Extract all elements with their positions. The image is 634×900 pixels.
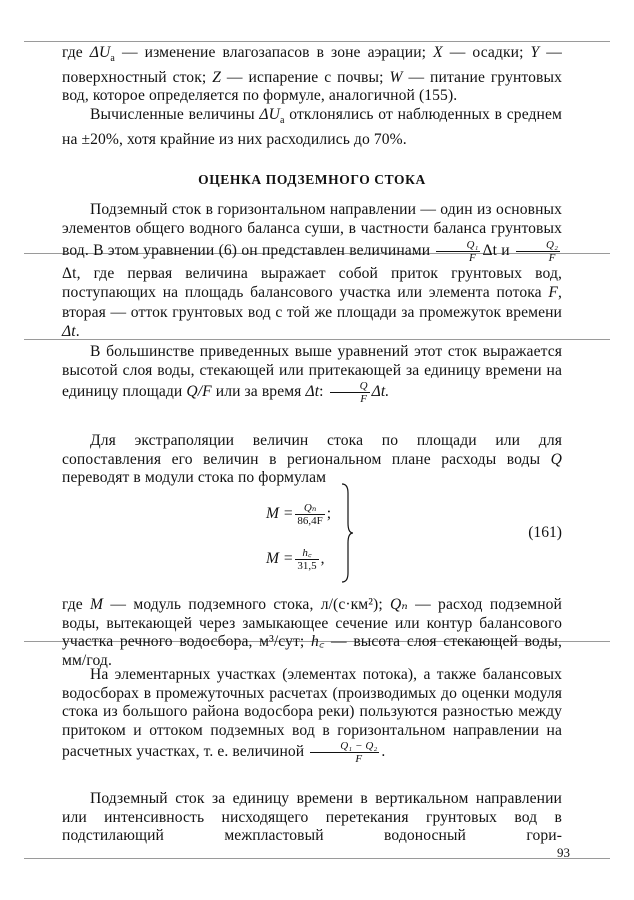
page-number: 93 (557, 845, 570, 860)
fraction-q2-f: $\frac{\text{Q₂}}{F}$ (516, 239, 560, 264)
scan-rule (24, 858, 610, 859)
fraction-q-f: $\frac{Q}{F}$ (330, 380, 370, 405)
paragraph-layer-height: В большинстве приведенных выше уравнений этот сток выражается высотой слоя воды, стекающей или притекающей за единицу времени на единицу площади Q/F или за время Δt: $\frac{Q}{F}$ Δt. (62, 343, 562, 406)
curly-brace-icon (340, 483, 354, 583)
paragraph-formula-definitions: где M — модуль подземного стока, л/(с·км²); Qₙ — расход подземной воды, вытекающей через замыкающее сечение или контур балансового участка речного водосбора, м³/сут; h꜀ — высота слоя стекающей воды, мм/год. (62, 596, 562, 669)
paragraph-elementary-areas: На элементарных участках (элементах потока), а также балансовых водосборах в промежуточных расчетах (производимых до оценки модуля стока из большого района водосбора реки) пользуются разностью между притоком и оттоком подземных вод в горизонтальном направлении на расчетных участках, т. е. величиной $\frac{\text{Q₁ − Q₂}}{F}$ . (62, 666, 562, 766)
paragraph-vertical-flow: Подземный сток за единицу времени в вертикальном направлении или интенсивность нисходящего перетекания грунтовых вод в подстилающий межпластовый водоносный гори- (62, 790, 562, 845)
formula-line-1: M = $\frac{\text{Qₙ}}{86,4F}$ ; (266, 502, 332, 527)
paragraph-extrapolation: Для экстраполяции величин стока по площади или для сопоставления его величин в региональном плане расходы воды Q переводят в модули стока по формулам (62, 432, 562, 487)
fraction-hc-31: $\frac{h꜀}{31,5}$ (297, 547, 317, 572)
fraction-q1-minus-q2-f: $\frac{\text{Q₁ − Q₂}}{F}$ (310, 740, 379, 765)
top-text-block (62, 44, 562, 149)
paragraph-definitions: где $\Delta U_а$ — изменение влагозапасов в зоне аэрации; X — осадки; Y — поверхностный сток; Z — испарение с почвы; W — питание грунтовых вод, которое определяется по формуле, аналогичной (155). (62, 44, 562, 105)
fraction-qn-86f: $\frac{\text{Qₙ}}{86,4F}$ (297, 502, 323, 527)
paragraph-deviation: Вычисленные величины $\Delta U_а$ отклонялись от наблюденных в среднем на ±20%, хотя крайние из них расходились до 70%. (62, 105, 562, 148)
equation-number: (161) (528, 524, 562, 541)
fraction-q1-f: $\frac{\text{Q₁}}{F}$ (436, 239, 480, 264)
scan-rule (24, 41, 610, 42)
formula-line-2: M = $\frac{h꜀}{31,5}$ , (266, 547, 325, 572)
section-title: ОЦЕНКА ПОДЗЕМНОГО СТОКА (198, 172, 426, 187)
paragraph-horizontal-flow: Подземный сток в горизонтальном направлении — один из основных элементов общего водного баланса суши, в частности баланса грунтовых вод. В этом уравнении (6) он представлен величинами $\frac{\text{Q₁}}{F}$ Δt и $\frac{\text{Q₂}}{F}$ Δt, где первая величина выражает собой приток грунтовых вод, поступающих на площадь балансового участка или элемента потока F, вторая — отток грунтовых вод с той же площади за промежуток времени Δt. (62, 201, 562, 341)
